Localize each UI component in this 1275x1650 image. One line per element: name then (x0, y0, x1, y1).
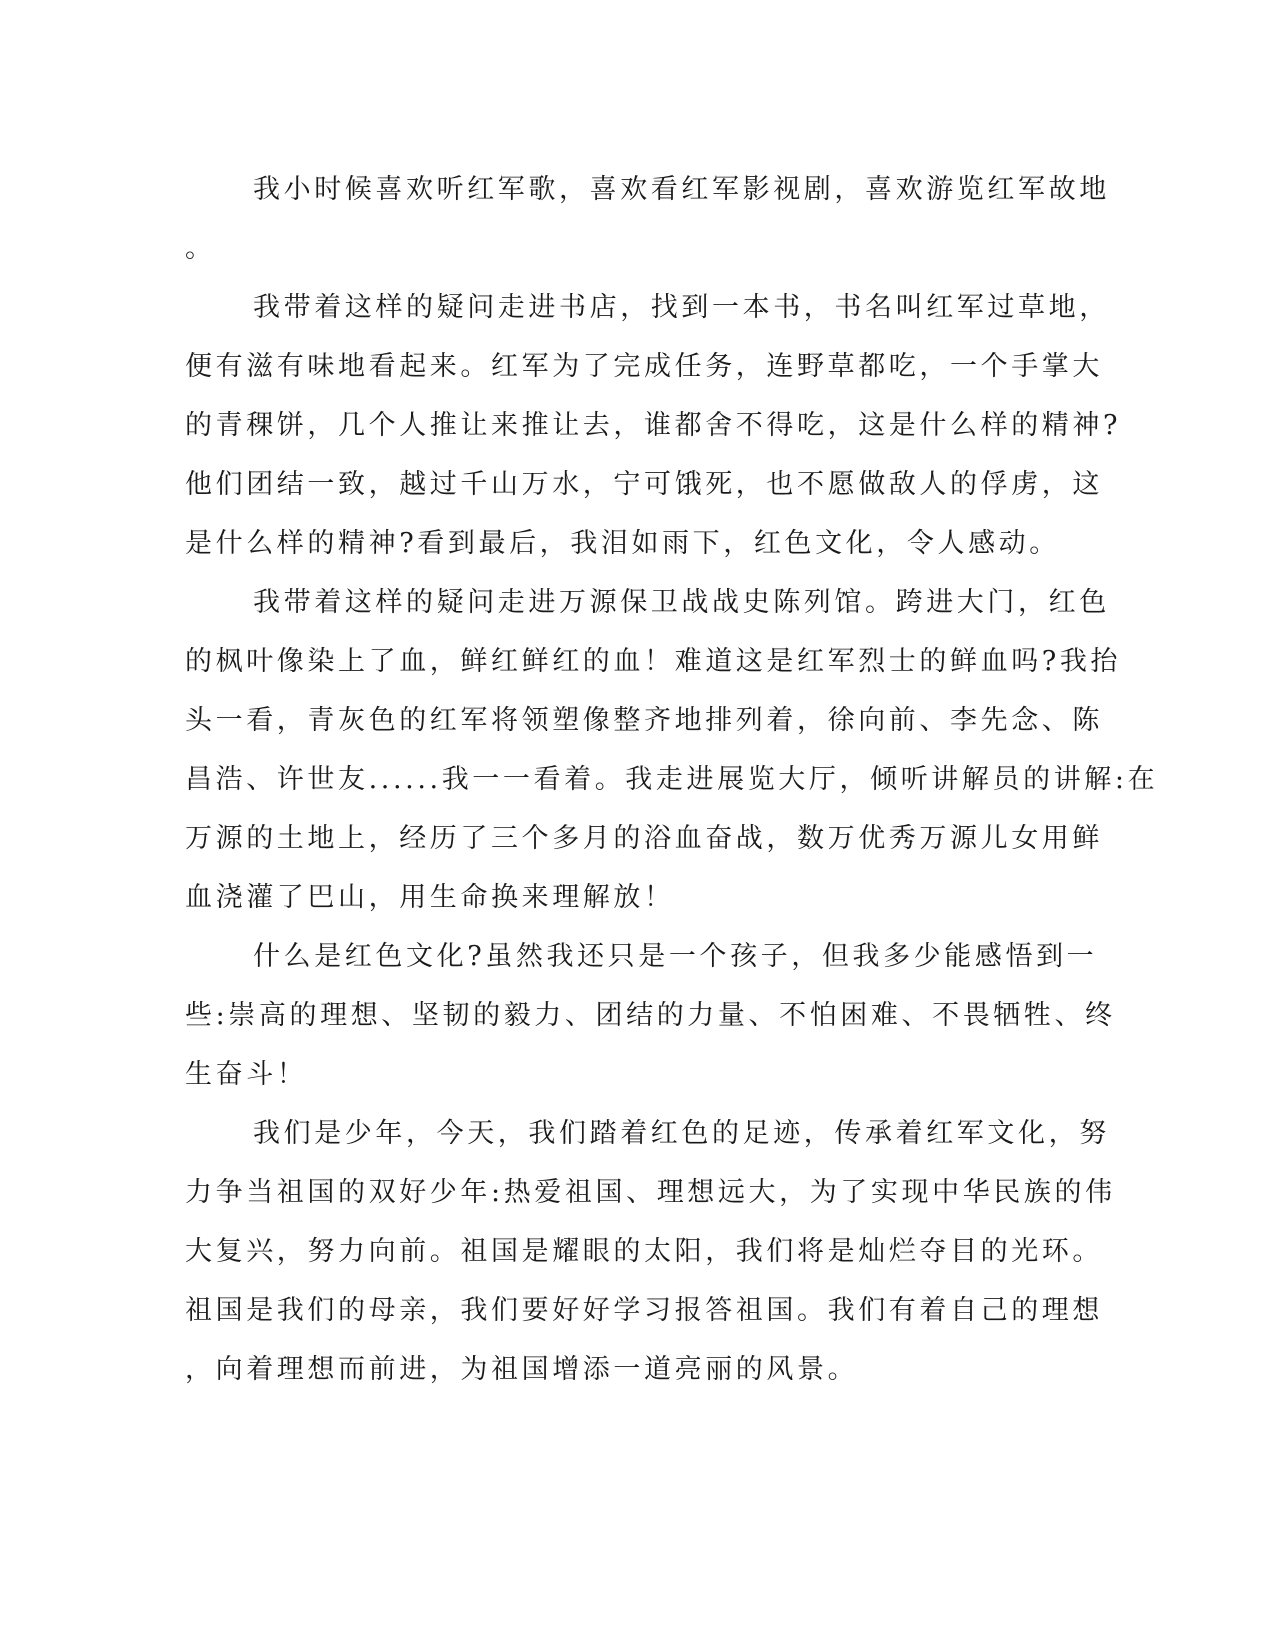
paragraph-line: 我带着这样的疑问走进书店，找到一本书，书名叫红军过草地， (253, 292, 1110, 323)
paragraph-line: 的青稞饼，几个人推让来推让去，谁都舍不得吃，这是什么样的精神? (185, 410, 1122, 441)
document-body (185, 160, 1159, 1399)
paragraph-line: 祖国是我们的母亲，我们要好好学习报答祖国。我们有着自己的理想 (185, 1295, 1103, 1326)
paragraph-line: 。 (185, 233, 216, 264)
paragraph-line: 些:崇高的理想、坚韧的毅力、团结的力量、不怕困难、不畏牺牲、终 (185, 1000, 1116, 1031)
paragraph-4 (185, 927, 1116, 1104)
paragraph-line: 生奋斗！ (185, 1059, 308, 1090)
paragraph-line: 是什么样的精神?看到最后，我泪如雨下，红色文化，令人感动。 (185, 528, 1060, 559)
paragraph-line: 我们是少年，今天，我们踏着红色的足迹，传承着红军文化，努 (253, 1118, 1110, 1149)
paragraph-line: 昌浩、许世友......我一一看着。我走进展览大厅，倾听讲解员的讲解:在 (185, 764, 1159, 795)
paragraph-line: 什么是红色文化?虽然我还只是一个孩子，但我多少能感悟到一 (253, 941, 1098, 972)
paragraph-1 (185, 160, 1110, 278)
paragraph-line: 血浇灌了巴山，用生命换来理解放！ (185, 882, 675, 913)
paragraph-line: 万源的土地上，经历了三个多月的浴血奋战，数万优秀万源儿女用鲜 (185, 823, 1103, 854)
paragraph-5 (185, 1104, 1116, 1399)
paragraph-line: 大复兴，努力向前。祖国是耀眼的太阳，我们将是灿烂夺目的光环。 (185, 1236, 1103, 1267)
paragraph-3 (185, 573, 1159, 927)
paragraph-line: 我小时候喜欢听红军歌，喜欢看红军影视剧，喜欢游览红军故地 (253, 174, 1110, 205)
paragraph-line: 我带着这样的疑问走进万源保卫战战史陈列馆。跨进大门，红色 (253, 587, 1110, 618)
paragraph-line: 便有滋有味地看起来。红军为了完成任务，连野草都吃，一个手掌大 (185, 351, 1103, 382)
paragraph-line: 力争当祖国的双好少年:热爱祖国、理想远大，为了实现中华民族的伟 (185, 1177, 1116, 1208)
paragraph-line: 的枫叶像染上了血，鲜红鲜红的血！难道这是红军烈士的鲜血吗?我抬 (185, 646, 1122, 677)
paragraph-2 (185, 278, 1122, 573)
paragraph-line: 头一看，青灰色的红军将领塑像整齐地排列着，徐向前、李先念、陈 (185, 705, 1103, 736)
paragraph-line: 他们团结一致，越过千山万水，宁可饿死，也不愿做敌人的俘虏，这 (185, 469, 1103, 500)
paragraph-line: ，向着理想而前进，为祖国增添一道亮丽的风景。 (185, 1354, 859, 1385)
